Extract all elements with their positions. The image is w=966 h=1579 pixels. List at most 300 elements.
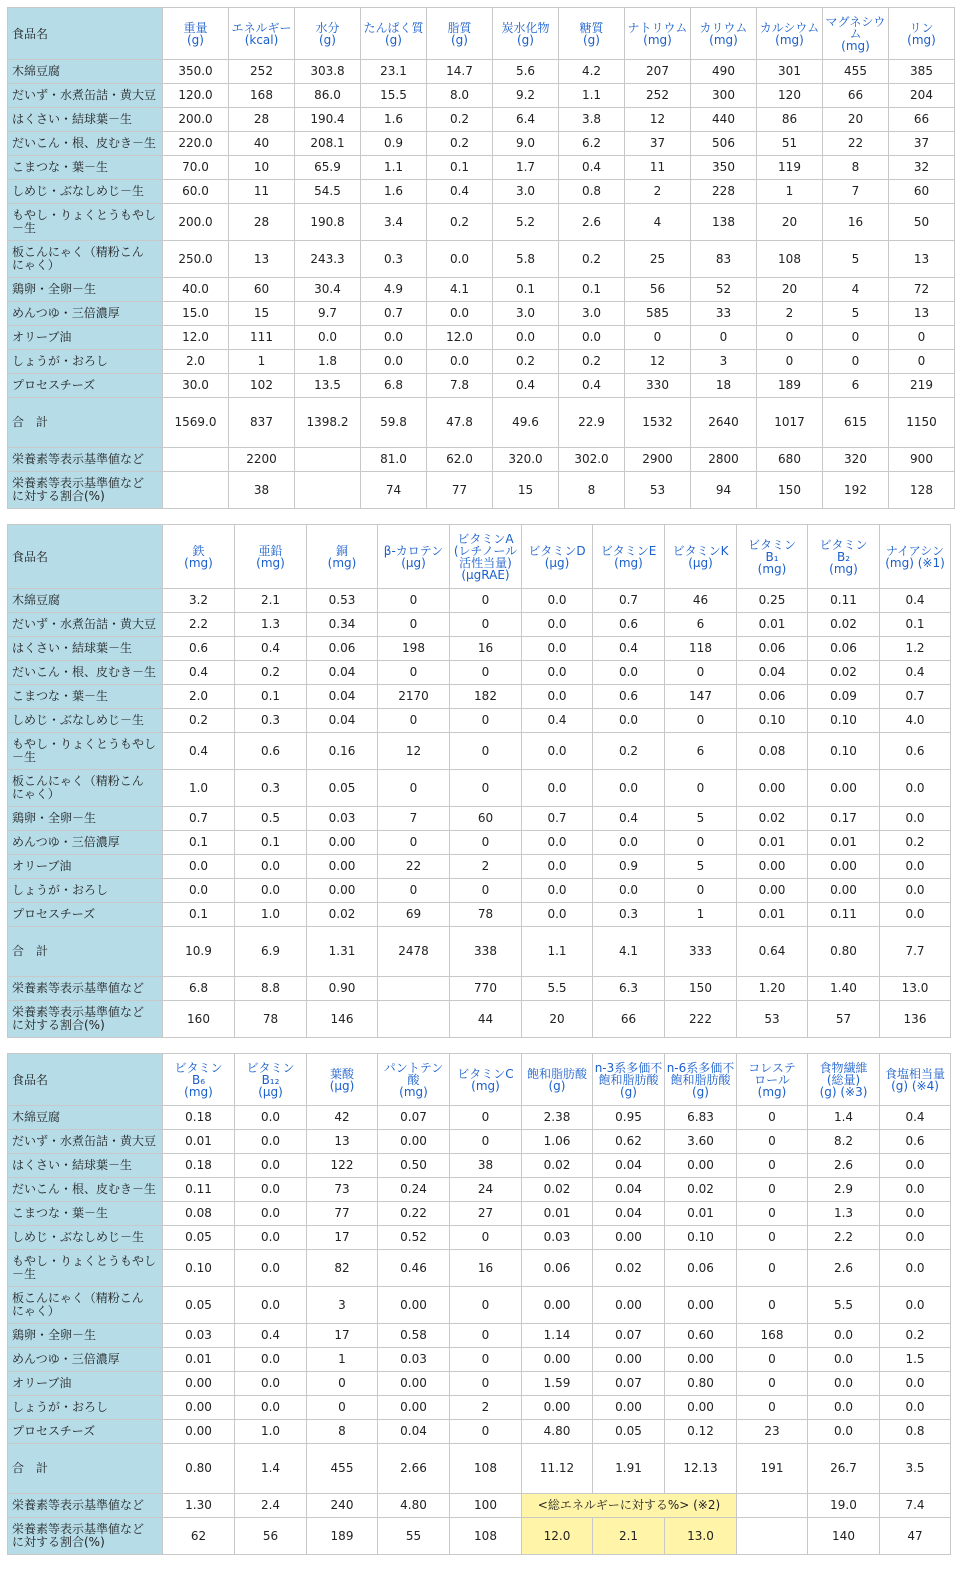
food-name (8, 1226, 163, 1250)
value-cell (737, 1518, 808, 1555)
value-cell: 78 (450, 903, 522, 927)
cell-text-line: に対する割合(%) (12, 1018, 105, 1032)
value-cell: 0.00 (378, 1372, 450, 1396)
value-cell: 0 (450, 1348, 522, 1372)
value-cell: 0 (450, 1130, 522, 1154)
value-cell: 385 (889, 60, 955, 84)
value-cell: 252 (625, 84, 691, 108)
value-cell: 74 (361, 472, 427, 509)
value-cell: 6.9 (235, 927, 307, 977)
value-cell: 0 (737, 1130, 808, 1154)
value-cell: 0.6 (593, 613, 665, 637)
cell-text-line: (mg) (184, 1084, 213, 1099)
food-row (8, 831, 951, 855)
column-header (625, 8, 691, 60)
value-cell: 615 (823, 398, 889, 448)
value-cell: 2900 (625, 448, 691, 472)
value-cell: 56 (235, 1518, 307, 1555)
cell-text-line: B₂ (836, 549, 851, 564)
column-header (235, 1054, 307, 1106)
value-cell: 0.05 (593, 1420, 665, 1444)
value-cell: 13 (889, 302, 955, 326)
value-cell: 66 (889, 108, 955, 132)
value-cell: 9.0 (493, 132, 559, 156)
value-cell: 0.02 (307, 903, 378, 927)
food-row (8, 204, 955, 241)
cell-text-line: 栄養素等表示基準値など (12, 1498, 145, 1512)
value-cell: 240 (307, 1494, 378, 1518)
value-cell: 0.06 (522, 1250, 593, 1287)
cell-text-line: だいず・水煮缶詰・黄大豆 (12, 1134, 157, 1148)
column-header (559, 8, 625, 60)
food-row (8, 661, 951, 685)
value-cell: 4.1 (593, 927, 665, 977)
cell-text-line: 鶏卵・全卵－生 (12, 811, 97, 825)
value-cell: 0 (665, 879, 737, 903)
value-cell: 0.0 (427, 350, 493, 374)
food-name (8, 1444, 163, 1494)
cell-text-line: 栄養素等表示基準値など (12, 981, 145, 995)
value-cell: 0.60 (665, 1324, 737, 1348)
value-cell: 60.0 (163, 180, 229, 204)
value-cell: 0.4 (559, 374, 625, 398)
value-cell: 320.0 (493, 448, 559, 472)
value-cell: 1.0 (235, 1420, 307, 1444)
value-cell: 0.11 (808, 903, 880, 927)
value-cell: 2.4 (235, 1494, 307, 1518)
value-cell: 0.00 (737, 879, 808, 903)
corner-header: 食品名 (8, 1054, 163, 1106)
value-cell: 12 (378, 733, 450, 770)
value-cell: 57 (808, 1001, 880, 1038)
value-cell: 1.6 (361, 108, 427, 132)
cell-text-line: だいず・水煮缶詰・黄大豆 (12, 88, 157, 102)
value-cell: 0.00 (163, 1420, 235, 1444)
food-row (8, 613, 951, 637)
value-cell: 5 (665, 807, 737, 831)
cell-text-line: 栄養素等表示基準値など (12, 476, 145, 490)
value-cell: 0.01 (737, 903, 808, 927)
value-cell: 0.58 (378, 1324, 450, 1348)
value-cell: 0.06 (665, 1250, 737, 1287)
value-cell: 2 (625, 180, 691, 204)
value-cell: 490 (691, 60, 757, 84)
value-cell: 94 (691, 472, 757, 509)
value-cell: 28 (229, 204, 295, 241)
value-cell: 0.00 (737, 855, 808, 879)
value-cell: 0.10 (808, 733, 880, 770)
value-cell: 0.0 (880, 807, 951, 831)
value-cell: 0.00 (378, 1130, 450, 1154)
value-cell: 2.0 (163, 350, 229, 374)
cell-text-line: B₆ (191, 1072, 206, 1087)
value-cell: 0.0 (880, 1202, 951, 1226)
value-cell: 25 (625, 241, 691, 278)
value-cell: 0.09 (808, 685, 880, 709)
value-cell: 0.0 (522, 661, 593, 685)
value-cell: 0 (307, 1372, 378, 1396)
value-cell: 0.0 (880, 1372, 951, 1396)
value-cell: 0.04 (307, 661, 378, 685)
value-cell: 8 (307, 1420, 378, 1444)
value-cell: 0.04 (307, 685, 378, 709)
cell-text-line: (g) (620, 1084, 637, 1099)
food-row (8, 156, 955, 180)
value-cell: 2200 (229, 448, 295, 472)
value-cell: 0 (889, 350, 955, 374)
value-cell: 0.01 (163, 1130, 235, 1154)
value-cell: 0.05 (163, 1287, 235, 1324)
value-cell: 100 (450, 1494, 522, 1518)
value-cell: 168 (229, 84, 295, 108)
value-cell: 49.6 (493, 398, 559, 448)
value-cell: 0 (450, 770, 522, 807)
value-cell: 6.8 (361, 374, 427, 398)
food-name (8, 770, 163, 807)
value-cell: 0.0 (235, 1130, 307, 1154)
value-cell: 77 (427, 472, 493, 509)
reference-row (8, 977, 951, 1001)
value-cell: 0.0 (808, 1348, 880, 1372)
value-cell: 0.00 (593, 1287, 665, 1324)
value-cell: 37 (889, 132, 955, 156)
food-name (8, 204, 163, 241)
value-cell: 0.02 (665, 1178, 737, 1202)
cell-text-line: 合 計 (12, 415, 49, 429)
cell-text-line: めんつゆ・三倍濃厚 (12, 306, 120, 320)
value-cell: 0.05 (163, 1226, 235, 1250)
value-cell: 62.0 (427, 448, 493, 472)
value-cell: 0.02 (593, 1250, 665, 1287)
value-cell: 0.0 (295, 326, 361, 350)
value-cell: 1.3 (808, 1202, 880, 1226)
value-cell: 0.0 (880, 1250, 951, 1287)
value-cell: 0 (450, 879, 522, 903)
value-cell: 0.10 (808, 709, 880, 733)
value-cell: 78 (235, 1001, 307, 1038)
food-name (8, 448, 163, 472)
header-row (8, 525, 951, 589)
cell-text-line: ロール (754, 1072, 790, 1087)
cell-text-line: 食塩相当量 (884, 1066, 945, 1081)
food-row (8, 326, 955, 350)
value-cell: 0.50 (378, 1154, 450, 1178)
value-cell: 0.0 (880, 855, 951, 879)
value-cell: 13 (889, 241, 955, 278)
cell-text-line: もやし・りょくとうもやし (12, 1254, 157, 1268)
value-cell: 0.9 (361, 132, 427, 156)
value-cell: 0.0 (235, 855, 307, 879)
corner-header: 食品名 (8, 8, 163, 60)
value-cell: 3.4 (361, 204, 427, 241)
value-cell (295, 472, 361, 509)
cell-text-line: 鶏卵・全卵－生 (12, 1328, 97, 1342)
value-cell: 147 (665, 685, 737, 709)
value-cell: 14.7 (427, 60, 493, 84)
value-cell: 0.4 (880, 589, 951, 613)
value-cell: 83 (691, 241, 757, 278)
value-cell: 5 (823, 241, 889, 278)
cell-text-line: (g) (385, 32, 402, 47)
cell-text-line: 食物繊維 (819, 1060, 868, 1075)
value-cell: 0.04 (593, 1202, 665, 1226)
food-name (8, 927, 163, 977)
cell-text-line: パントテン (383, 1060, 444, 1075)
value-cell: 8.8 (235, 977, 307, 1001)
value-cell: 1150 (889, 398, 955, 448)
column-header (808, 525, 880, 589)
value-cell: 0.06 (307, 637, 378, 661)
value-cell: 5.5 (808, 1287, 880, 1324)
value-cell: 62 (163, 1518, 235, 1555)
cell-text-line: オリーブ油 (12, 859, 72, 873)
value-cell: 0.0 (808, 1372, 880, 1396)
cell-text-line: こまつな・葉－生 (12, 160, 109, 174)
value-cell: 189 (757, 374, 823, 398)
value-cell: 0.03 (307, 807, 378, 831)
cell-text-line: 板こんにゃく（精粉こん (12, 245, 144, 259)
value-cell: 0.4 (593, 637, 665, 661)
value-cell: 1398.2 (295, 398, 361, 448)
column-header (450, 525, 522, 589)
value-cell: 0.46 (378, 1250, 450, 1287)
food-row (8, 278, 955, 302)
cell-text-line: 板こんにゃく（精粉こん (12, 774, 144, 788)
value-cell: 8.0 (427, 84, 493, 108)
value-cell: 4 (625, 204, 691, 241)
value-cell: 1.3 (235, 613, 307, 637)
value-cell: 30.4 (295, 278, 361, 302)
food-name (8, 398, 163, 448)
value-cell: 0.0 (880, 1226, 951, 1250)
value-cell: 0.0 (593, 770, 665, 807)
value-cell: 13 (307, 1130, 378, 1154)
value-cell: 0.52 (378, 1226, 450, 1250)
food-name (8, 1001, 163, 1038)
value-cell: 0.6 (880, 733, 951, 770)
column-header (450, 1054, 522, 1106)
cell-text-line: プロセスチーズ (12, 907, 96, 921)
food-name (8, 1154, 163, 1178)
value-cell: 53 (625, 472, 691, 509)
food-row (8, 879, 951, 903)
cell-text-line: 脂質 (447, 20, 472, 35)
nutrition-table-3 (7, 1053, 951, 1555)
value-cell: 40.0 (163, 278, 229, 302)
value-cell: 66 (823, 84, 889, 108)
value-cell: 0.0 (235, 1287, 307, 1324)
food-row (8, 1348, 951, 1372)
value-cell: 455 (307, 1444, 378, 1494)
food-row (8, 855, 951, 879)
reference-row (8, 1518, 951, 1555)
value-cell: 0 (378, 589, 450, 613)
value-cell: 1.06 (522, 1130, 593, 1154)
value-cell: 0.10 (665, 1226, 737, 1250)
value-cell: 24 (450, 1178, 522, 1202)
header-row (8, 1054, 951, 1106)
value-cell: 55 (378, 1518, 450, 1555)
value-cell: 1.40 (808, 977, 880, 1001)
value-cell: 20 (522, 1001, 593, 1038)
cell-text-line: 亜鉛 (258, 543, 283, 558)
value-cell: 0.53 (307, 589, 378, 613)
value-cell: 0.00 (163, 1396, 235, 1420)
cell-text-line: ナトリウム (627, 20, 688, 35)
value-cell: 1.8 (295, 350, 361, 374)
value-cell: 0.00 (522, 1287, 593, 1324)
value-cell: 3 (307, 1287, 378, 1324)
value-cell: 4.9 (361, 278, 427, 302)
food-row (8, 1130, 951, 1154)
value-cell: 301 (757, 60, 823, 84)
food-row (8, 108, 955, 132)
cell-text-line: (g) (451, 32, 468, 47)
value-cell: 0.0 (522, 831, 593, 855)
value-cell: 82 (307, 1250, 378, 1287)
value-cell: 0.00 (307, 855, 378, 879)
cell-text-line: 重量 (183, 20, 208, 35)
cell-text-line: 葉酸 (329, 1066, 354, 1081)
value-cell: 138 (691, 204, 757, 241)
column-header (880, 1054, 951, 1106)
value-cell: 0.9 (593, 855, 665, 879)
value-cell: 585 (625, 302, 691, 326)
cell-text-line: 飽和脂肪酸 (670, 1072, 731, 1087)
value-cell: 0 (737, 1178, 808, 1202)
value-cell: 1.31 (307, 927, 378, 977)
cell-text-line: だいこん・根、皮むき－生 (12, 136, 157, 150)
value-cell: 0 (737, 1250, 808, 1287)
value-cell: 168 (737, 1324, 808, 1348)
cell-text-line: B₁ (765, 549, 779, 564)
value-cell: 4 (823, 278, 889, 302)
cell-text-line: 栄養素等表示基準値など (12, 1522, 145, 1536)
cell-text-line: にゃく） (12, 787, 60, 801)
value-cell: 0.8 (880, 1420, 951, 1444)
column-header (691, 8, 757, 60)
food-name (8, 108, 163, 132)
value-cell: 0 (378, 770, 450, 807)
value-cell: 350 (691, 156, 757, 180)
value-cell: 108 (450, 1444, 522, 1494)
value-cell: 3.2 (163, 589, 235, 613)
value-cell: 11.12 (522, 1444, 593, 1494)
value-cell: 837 (229, 398, 295, 448)
value-cell: 6.3 (593, 977, 665, 1001)
food-row (8, 685, 951, 709)
value-cell: 0.0 (522, 589, 593, 613)
cell-text-line: だいこん・根、皮むき－生 (12, 1182, 157, 1196)
value-cell: 51 (757, 132, 823, 156)
cell-text-line: (μgRAE) (461, 567, 510, 582)
cell-text-line: (g) (187, 32, 204, 47)
value-cell: 17 (307, 1324, 378, 1348)
cell-text-line: (mg) (399, 1084, 428, 1099)
value-cell: 1017 (757, 398, 823, 448)
value-cell: 0.08 (737, 733, 808, 770)
value-cell: 0.2 (559, 241, 625, 278)
column-header (593, 1054, 665, 1106)
food-row (8, 709, 951, 733)
value-cell: 38 (450, 1154, 522, 1178)
value-cell: 0.7 (522, 807, 593, 831)
value-cell: 20 (757, 278, 823, 302)
cell-text-line: ビタミン (747, 537, 796, 552)
cell-text-line: β-カロテン (383, 543, 444, 558)
value-cell: 0 (625, 326, 691, 350)
food-name (8, 326, 163, 350)
cell-text-line: (mg) (327, 555, 357, 570)
value-cell: 3.0 (559, 302, 625, 326)
column-header (307, 525, 378, 589)
value-cell: 2.6 (808, 1154, 880, 1178)
value-cell: 0 (823, 350, 889, 374)
value-cell: 15.5 (361, 84, 427, 108)
food-row (8, 1420, 951, 1444)
food-name (8, 132, 163, 156)
value-cell: 2 (757, 302, 823, 326)
value-cell: 0.0 (427, 302, 493, 326)
value-cell: 5 (665, 855, 737, 879)
value-cell: 13 (229, 241, 295, 278)
cell-text-line: だいこん・根、皮むき－生 (12, 665, 157, 679)
value-cell: 9.7 (295, 302, 361, 326)
value-cell: 0.00 (378, 1396, 450, 1420)
value-cell: 0.7 (163, 807, 235, 831)
value-cell: 6.4 (493, 108, 559, 132)
total-row (8, 1444, 951, 1494)
value-cell: 0 (757, 350, 823, 374)
cell-text-line: 銅 (335, 543, 348, 558)
cell-text-line: はくさい・結球葉－生 (12, 112, 133, 126)
value-cell: 7.7 (880, 927, 951, 977)
column-header (522, 525, 593, 589)
value-cell: 0.4 (235, 637, 307, 661)
value-cell: 0.0 (235, 1372, 307, 1396)
cell-text-line: 飽和脂肪酸 (598, 1072, 659, 1087)
value-cell: 182 (450, 685, 522, 709)
value-cell: 16 (823, 204, 889, 241)
cell-text-line: (μg) (329, 1078, 355, 1093)
value-cell: 0.10 (737, 709, 808, 733)
value-cell: 0.0 (593, 831, 665, 855)
column-header (880, 525, 951, 589)
value-cell: 15 (493, 472, 559, 509)
value-cell: 10.9 (163, 927, 235, 977)
value-cell: 0.08 (163, 1202, 235, 1226)
value-cell: 0.3 (235, 770, 307, 807)
food-row (8, 1287, 951, 1324)
cell-text-line: (g) (583, 32, 600, 47)
value-cell: 8 (559, 472, 625, 509)
value-cell (737, 1494, 808, 1518)
value-cell: 0 (889, 326, 955, 350)
cell-text-line: －生 (12, 221, 37, 235)
column-header (493, 8, 559, 60)
column-header (427, 8, 493, 60)
value-cell: 72 (889, 278, 955, 302)
value-cell: 6 (665, 733, 737, 770)
value-cell: 0.0 (361, 326, 427, 350)
value-cell: 4.1 (427, 278, 493, 302)
value-cell: 0.00 (593, 1348, 665, 1372)
value-cell: 0.0 (559, 326, 625, 350)
value-cell: 0.07 (593, 1372, 665, 1396)
value-cell: 0.0 (163, 855, 235, 879)
value-cell: 12.0 (522, 1518, 593, 1555)
value-cell: 22.9 (559, 398, 625, 448)
